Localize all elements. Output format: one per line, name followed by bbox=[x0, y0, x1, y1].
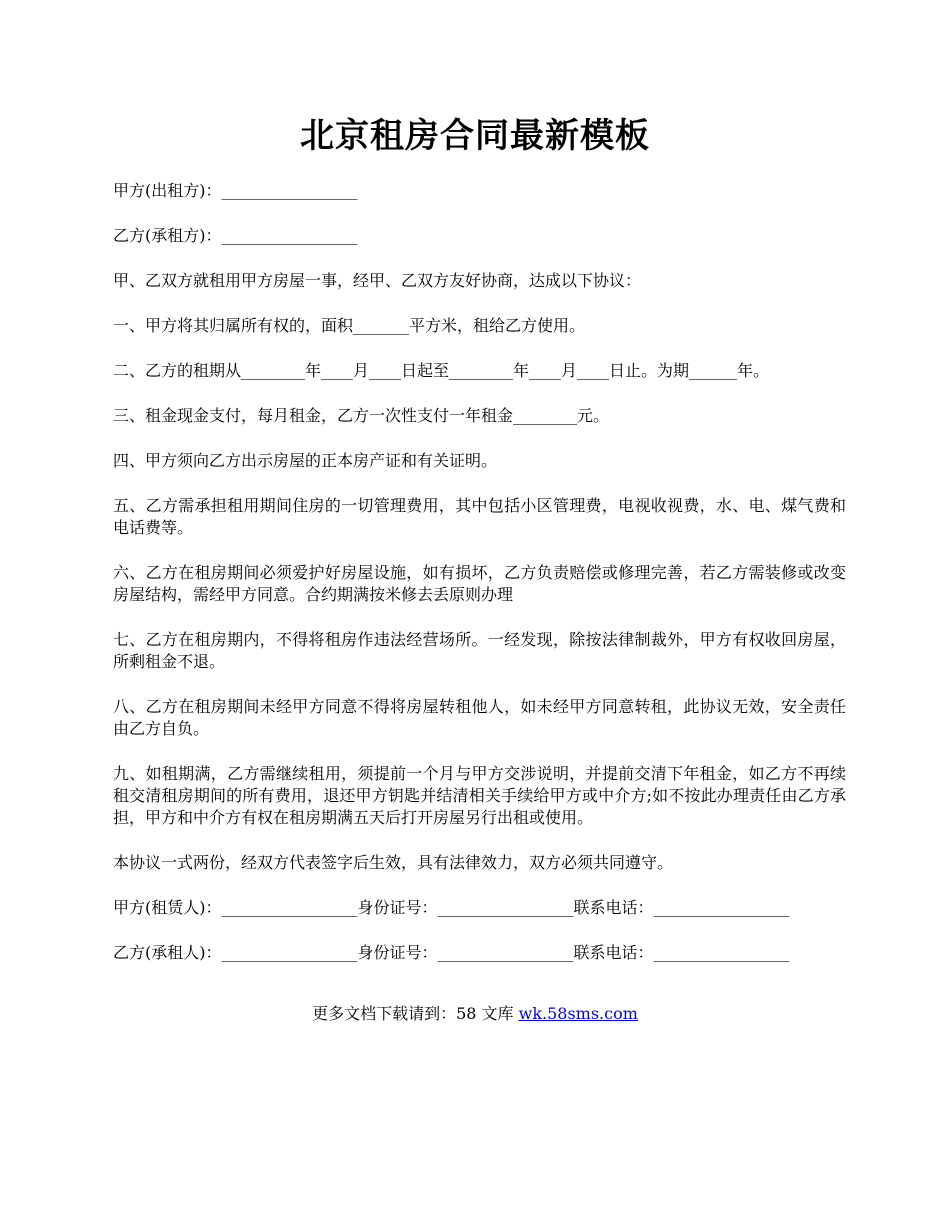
clause-9-renewal: 九、如租期满，乙方需继续租用，须提前一个月与甲方交涉说明，并提前交清下年租金，如乙方不再续租交清租房期间的所有费用，退还甲方钥匙并结清相关手续给甲方或中介方;如不按此办理责任由乙方承担，甲方和中介方有权在租房期满五天后打开房屋另行出租或使用。 bbox=[113, 764, 846, 827]
clause-7-illegal-use: 七、乙方在租房期内，不得将租房作违法经营场所。一经发现，除按法律制裁外，甲方有权收回房屋，所剩租金不退。 bbox=[113, 630, 846, 671]
download-footer bbox=[0, 1003, 950, 1025]
party-a-lessor-line: 甲方(出租方)：_________________ bbox=[113, 181, 358, 200]
footer-link[interactable]: wk.58sms.com bbox=[518, 1004, 638, 1023]
clause-1-area: 一、甲方将其归属所有权的，面积_______平方米，租给乙方使用。 bbox=[113, 316, 586, 335]
signature-line-party-a: 甲方(租赁人)：_________________身份证号：_________________联系电话：_________________ bbox=[113, 898, 790, 917]
clause-2-term: 二、乙方的租期从________年____月____日起至________年____月____日止。为期______年。 bbox=[113, 361, 770, 380]
clause-8-sublet: 八、乙方在租房期间未经甲方同意不得将房屋转租他人，如未经甲方同意转租，此协议无效，安全责任由乙方自负。 bbox=[113, 697, 846, 738]
signature-line-party-b: 乙方(承租人)：_________________身份证号：_________________联系电话：_________________ bbox=[113, 943, 790, 962]
clause-3-rent: 三、租金现金支付，每月租金，乙方一次性支付一年租金________元。 bbox=[113, 406, 610, 425]
clause-6-maintenance: 六、乙方在租房期间必须爱护好房屋设施，如有损坏，乙方负责赔偿或修理完善，若乙方需装修或改变房屋结构，需经甲方同意。合约期满按米修去丢原则办理 bbox=[113, 563, 846, 604]
page-title: 北京租房合同最新模板 bbox=[300, 116, 650, 156]
clause-4-certificate: 四、甲方须向乙方出示房屋的正本房产证和有关证明。 bbox=[113, 451, 498, 470]
agreement-validity: 本协议一式两份，经双方代表签字后生效，具有法律效力，双方必须共同遵守。 bbox=[113, 853, 674, 872]
footer-text: 更多文档下载请到：58 文库 bbox=[312, 1004, 519, 1023]
clause-5-fees: 五、乙方需承担租用期间住房的一切管理费用，其中包括小区管理费，电视收视费，水、电、煤气费和电话费等。 bbox=[113, 496, 846, 537]
party-b-lessee-line: 乙方(承租方)：_________________ bbox=[113, 226, 358, 245]
contract-body bbox=[113, 180, 846, 987]
agreement-intro: 甲、乙双方就租用甲方房屋一事，经甲、乙双方友好协商，达成以下协议： bbox=[113, 271, 642, 290]
